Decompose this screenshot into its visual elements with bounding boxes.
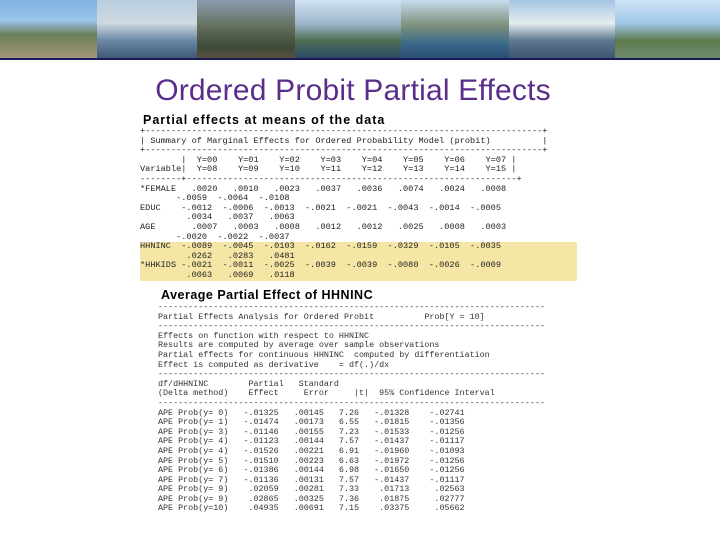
- table1-row: AGE .0007 .0003 .0008 .0012 .0012 .0025 .0008 .0003: [140, 221, 507, 232]
- table1-row: | Y=00 Y=01 Y=02 Y=03 Y=04 Y=05 Y=06 Y=07 |: [140, 154, 517, 165]
- banner-photo-palm-lakeside: [615, 0, 720, 58]
- table1-row: .0063 .0069 .0118: [140, 271, 577, 281]
- table1-row: --------+----------------------------------------------------------------+: [140, 173, 522, 184]
- table2-row: APE Prob(y= 1) -.01474 .00173 6.55 -.01815 -.01356: [158, 417, 465, 428]
- table1-row: HHNINC -.0089 -.0045 -.0103 -.0162 -.0159 -.0329 -.0105 -.0035: [140, 242, 577, 252]
- table2-row: APE Prob(y= 6) -.01386 .00144 6.98 -.01650 -.01256: [158, 465, 465, 476]
- table2-row: APE Prob(y= 3) -.01146 .00155 7.23 -.01533 -.01256: [158, 426, 465, 437]
- table2-caption: Average Partial Effect of HHNINC: [161, 288, 374, 302]
- table1-caption: Partial effects at means of the data: [143, 113, 386, 127]
- table2-row: -----------------------------------------------------------------------------: [158, 369, 545, 380]
- table1-row: +-----------------------------------------------------------------------------+: [140, 126, 548, 136]
- table2-row: APE Prob(y= 4) -.01526 .00221 6.91 -.01960 -.01093: [158, 445, 465, 456]
- table2-row: Effect is computed as derivative = df(.)/dx: [158, 359, 390, 370]
- table1-row: EDUC -.0012 -.0006 -.0013 -.0021 -.0021 -.0043 -.0014 -.0005: [140, 202, 501, 213]
- marginal-effects-table: [140, 127, 577, 284]
- photo-banner: [0, 0, 720, 58]
- table2-row: -----------------------------------------------------------------------------: [158, 302, 545, 312]
- table2-row: Results are computed by average over sample observations: [158, 340, 440, 351]
- table1-row: -.0059 -.0064 -.0108: [140, 193, 290, 204]
- banner-divider: [0, 58, 720, 60]
- banner-photo-harbor: [509, 0, 615, 58]
- table1-row: *FEMALE .0020 .0010 .0023 .0037 .0036 .0074 .0024 .0008: [140, 183, 507, 194]
- average-partial-effect-table: [158, 303, 576, 517]
- table2-row: APE Prob(y= 0) -.01325 .00145 7.26 -.01328 -.02741: [158, 407, 465, 418]
- table1-row: | Summary of Marginal Effects for Ordered Probability Model (probit) |: [140, 135, 548, 146]
- table2-row: df/dHHNINC Partial Standard: [158, 378, 339, 389]
- slide-title: Ordered Probit Partial Effects: [155, 74, 551, 107]
- table2-row: APE Prob(y= 9) .02865 .00325 7.36 .01875 .02777: [158, 493, 465, 504]
- table2-row: -----------------------------------------------------------------------------: [158, 321, 545, 332]
- table1-row: +-----------------------------------------------------------------------------+: [140, 145, 548, 156]
- table2-row: APE Prob(y= 7) -.01136 .00131 7.57 -.01437 -.01117: [158, 474, 465, 485]
- table1-row: .0034 .0037 .0063: [140, 212, 295, 223]
- table1-row: *HHKIDS -.0021 -.0011 -.0025 -.0039 -.0039 -.0080 -.0026 -.0009: [140, 261, 577, 271]
- banner-photo-promenade: [197, 0, 295, 58]
- table2-row: APE Prob(y= 9) .02059 .00281 7.33 .01713 .02563: [158, 484, 465, 495]
- table2-row: Effects on function with respect to HHNINC: [158, 330, 370, 341]
- table2-row: APE Prob(y= 4) -.01123 .00144 7.57 -.01437 -.01117: [158, 436, 465, 447]
- table1-row: -.0020 -.0022 -.0037: [140, 231, 290, 242]
- banner-photo-castle-hill: [0, 0, 97, 58]
- table2-row: APE Prob(y= 5) -.01510 .00223 6.63 -.01972 -.01256: [158, 455, 465, 466]
- table2-row: (Delta method) Effect Error |t| 95% Confidence Interval: [158, 388, 495, 399]
- banner-photo-lake-mountains: [295, 0, 401, 58]
- table2-row: Partial Effects Analysis for Ordered Probit Prob[Y = 10]: [158, 311, 485, 322]
- table2-row: Partial effects for continuous HHNINC computed by differentiation: [158, 349, 490, 360]
- table2-row: APE Prob(y=10) .04935 .00691 7.15 .03375 .05662: [158, 503, 465, 514]
- banner-photo-bay-view: [401, 0, 509, 58]
- banner-photo-lake-city: [97, 0, 197, 58]
- table1-row: Variable| Y=08 Y=09 Y=10 Y=11 Y=12 Y=13 Y=14 Y=15 |: [140, 164, 517, 175]
- table2-row: -----------------------------------------------------------------------------: [158, 397, 545, 408]
- table1-row: .0262 .0283 .0481: [140, 252, 577, 262]
